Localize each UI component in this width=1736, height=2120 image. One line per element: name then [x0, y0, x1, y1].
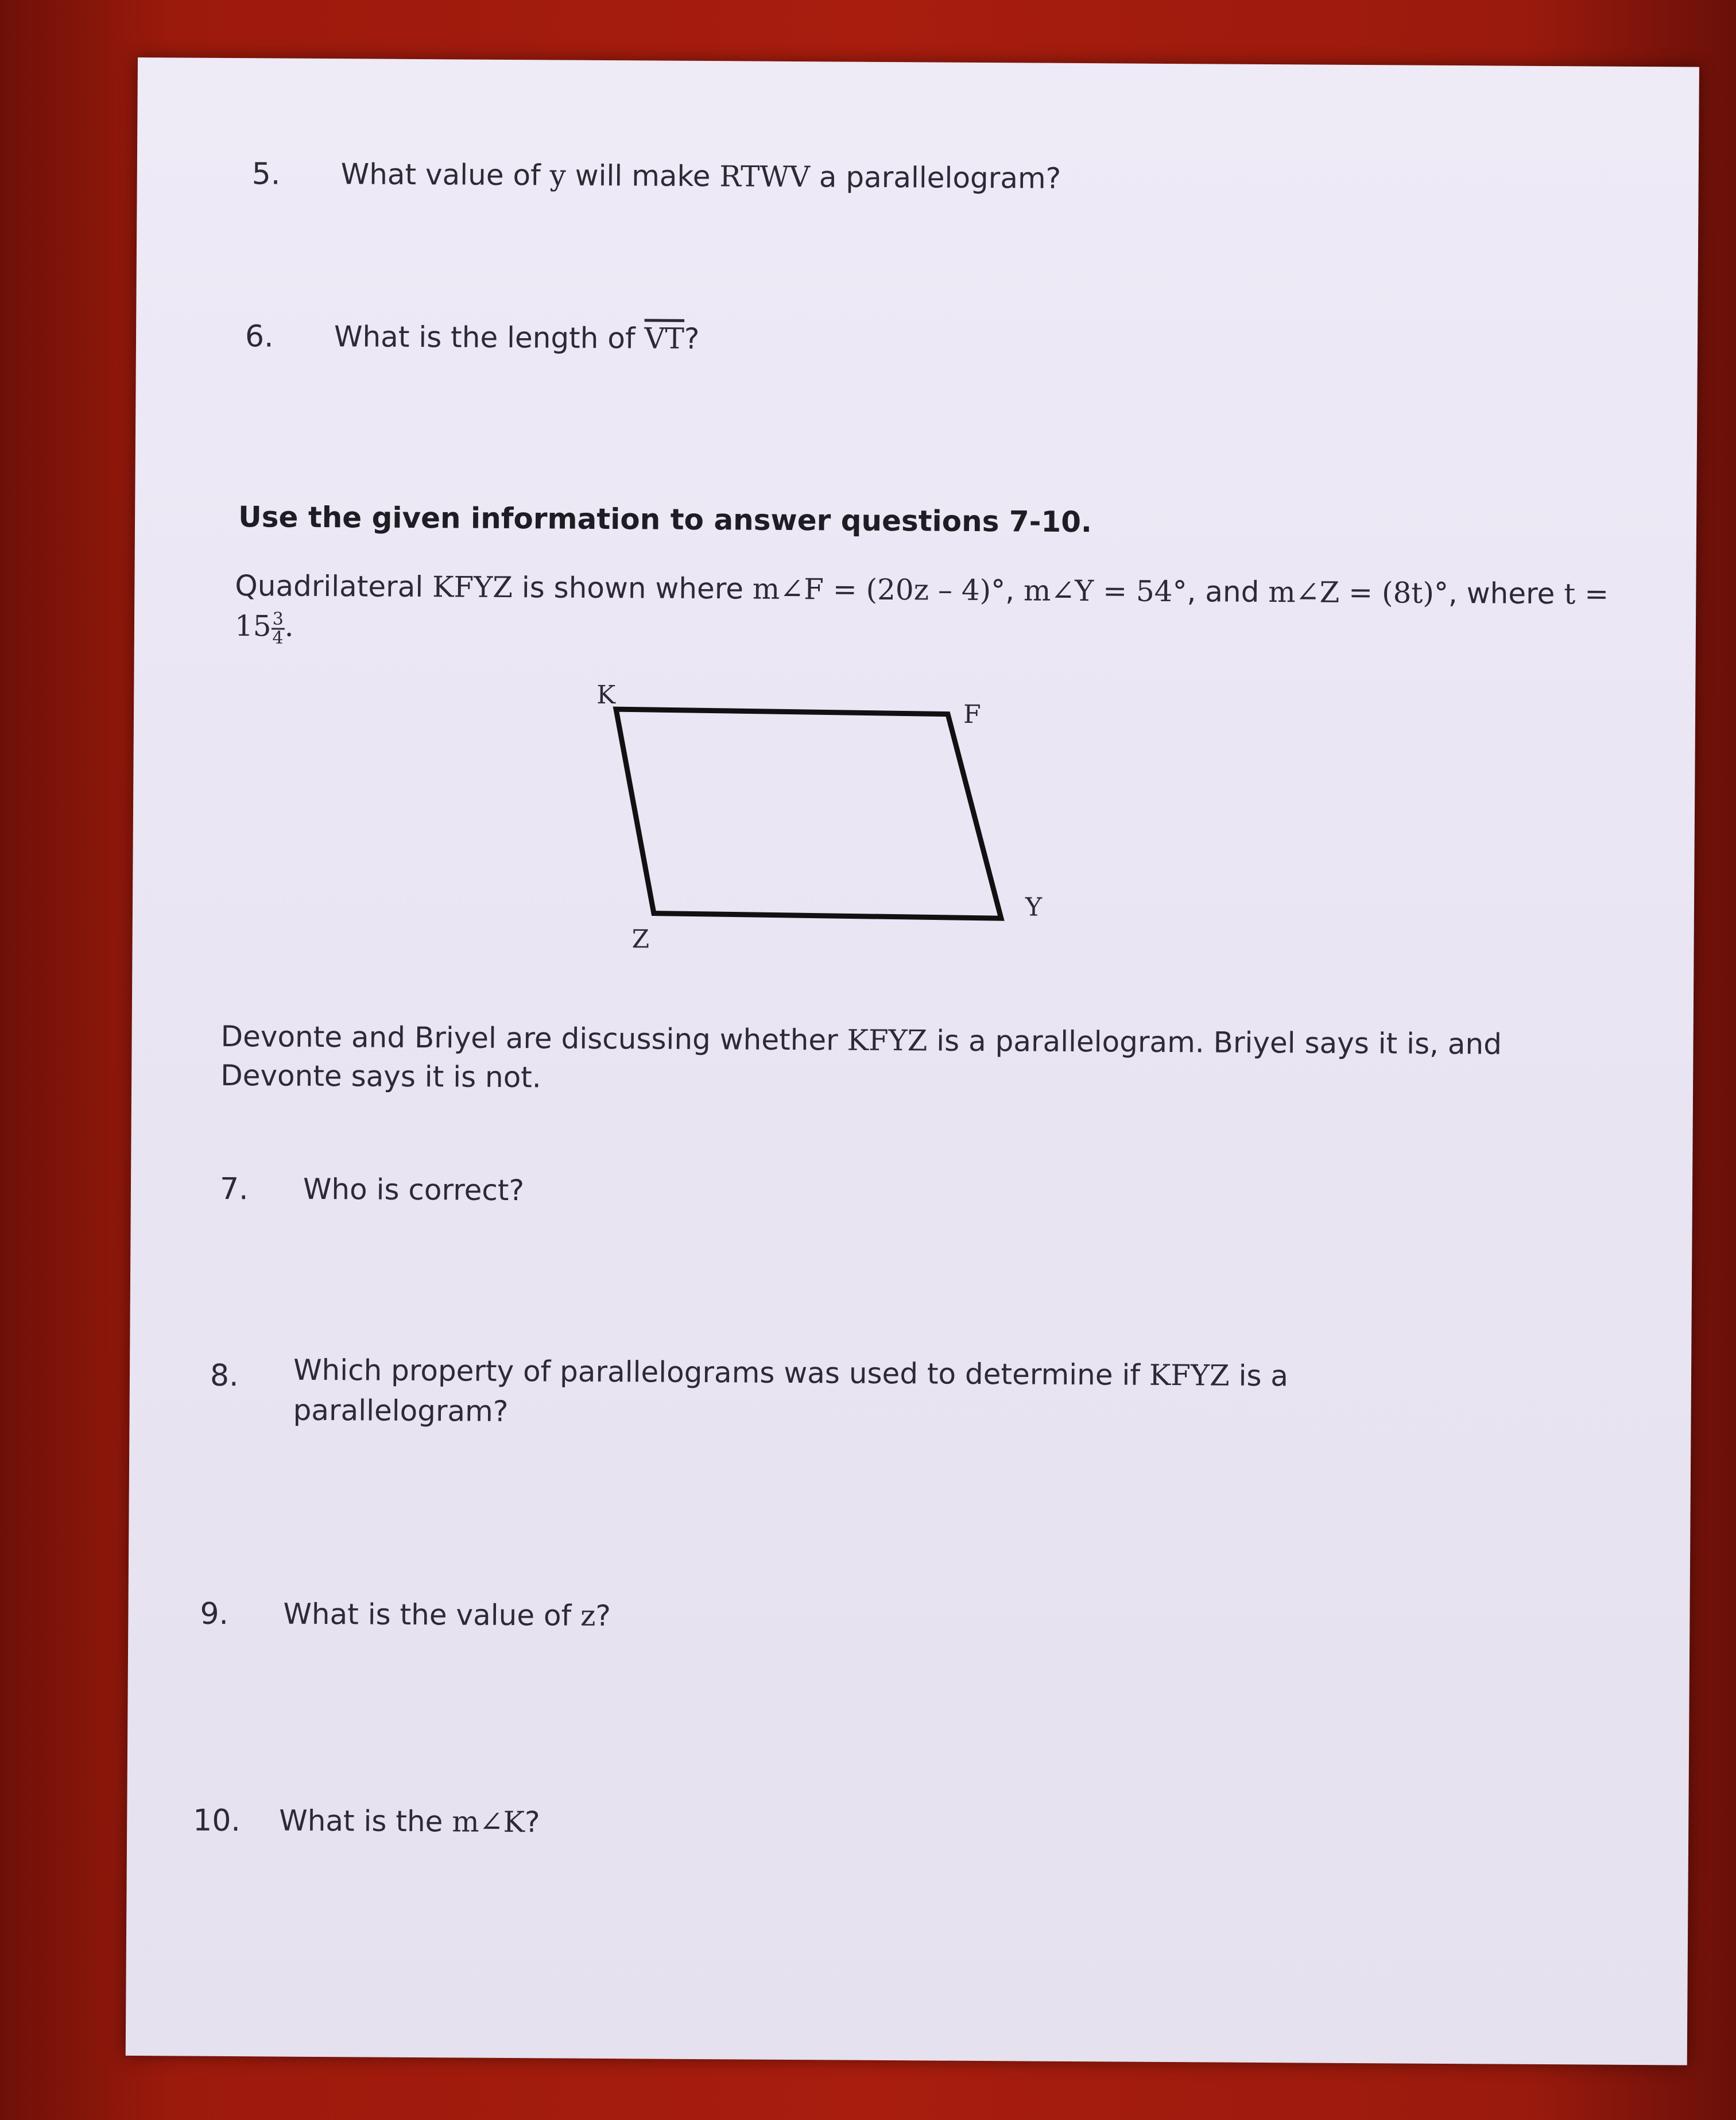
angle-f-expression: m∠F = (20z – 4)° — [752, 572, 1006, 608]
angle-z-expression: m∠Z = (8t)° — [1268, 575, 1449, 610]
question-8-line-2: parallelogram? — [293, 1393, 509, 1428]
question-9-text-b: ? — [595, 1599, 611, 1633]
question-9-text — [283, 1597, 611, 1632]
question-8-text-b: is a — [1229, 1359, 1289, 1393]
question-10-text-b: ? — [524, 1805, 540, 1839]
t-end: . — [284, 609, 294, 643]
worksheet-page — [126, 57, 1699, 2065]
vertex-label-f: F — [963, 699, 981, 729]
given-sep-1: , — [1005, 574, 1024, 608]
question-5-text-c: a parallelogram? — [809, 160, 1061, 195]
question-9-number: 9. — [200, 1596, 229, 1632]
t-variable: t = — [1564, 577, 1609, 611]
instructions-heading: Use the given information to answer questions 7-10. — [238, 500, 1092, 539]
given-sep-2: , and — [1187, 575, 1269, 609]
question-6-text-b: ? — [684, 322, 700, 355]
question-6-text-a: What is the length of — [334, 320, 645, 355]
question-10-text-a: What is the — [279, 1804, 452, 1839]
question-5-name: RTWV — [719, 160, 811, 194]
discussion-line-2: Devonte says it is not. — [220, 1058, 541, 1094]
question-5-text-a: What value of — [340, 157, 550, 192]
discussion-text-a: Devonte and Briyel are discussing whether — [220, 1019, 847, 1057]
given-name: KFYZ — [432, 570, 513, 605]
t-whole: 15 — [234, 609, 272, 643]
t-denominator: 4 — [272, 627, 284, 648]
question-10-number: 10. — [193, 1803, 241, 1839]
question-8-text-a: Which property of parallelograms was used to determine if — [293, 1353, 1150, 1392]
angle-y-expression: m∠Y = 54° — [1023, 574, 1187, 609]
given-text-c: , where — [1448, 576, 1564, 611]
question-5-number: 5. — [251, 157, 281, 192]
discussion-text-b: is a parallelogram. Briyel says it is, and — [927, 1024, 1502, 1061]
angle-k-expression: m∠K — [452, 1805, 525, 1839]
vertex-label-k: K — [596, 680, 616, 710]
question-8-line-1 — [293, 1353, 1288, 1393]
given-text-b: is shown where — [512, 571, 753, 606]
segment-vt: $\overline{VT}$ — [644, 322, 685, 355]
t-numerator: 3 — [272, 610, 285, 629]
question-10-text — [279, 1804, 540, 1839]
vertex-label-z: Z — [631, 924, 650, 954]
question-5-var: y — [549, 158, 567, 192]
question-9-var: z — [580, 1599, 596, 1632]
question-8-name: KFYZ — [1149, 1358, 1230, 1392]
question-9-text-a: What is the value of — [283, 1597, 581, 1632]
quadrilateral-kfyz — [615, 709, 1002, 918]
question-7-number: 7. — [219, 1171, 249, 1207]
question-7-text: Who is correct? — [303, 1172, 525, 1208]
question-5-text-b: will make — [565, 158, 720, 194]
question-6-number: 6. — [245, 319, 274, 354]
discussion-name: KFYZ — [847, 1023, 928, 1058]
given-text-a: Quadrilateral — [235, 569, 433, 604]
vertex-label-y: Y — [1025, 892, 1043, 922]
question-8-number: 8. — [210, 1358, 239, 1394]
